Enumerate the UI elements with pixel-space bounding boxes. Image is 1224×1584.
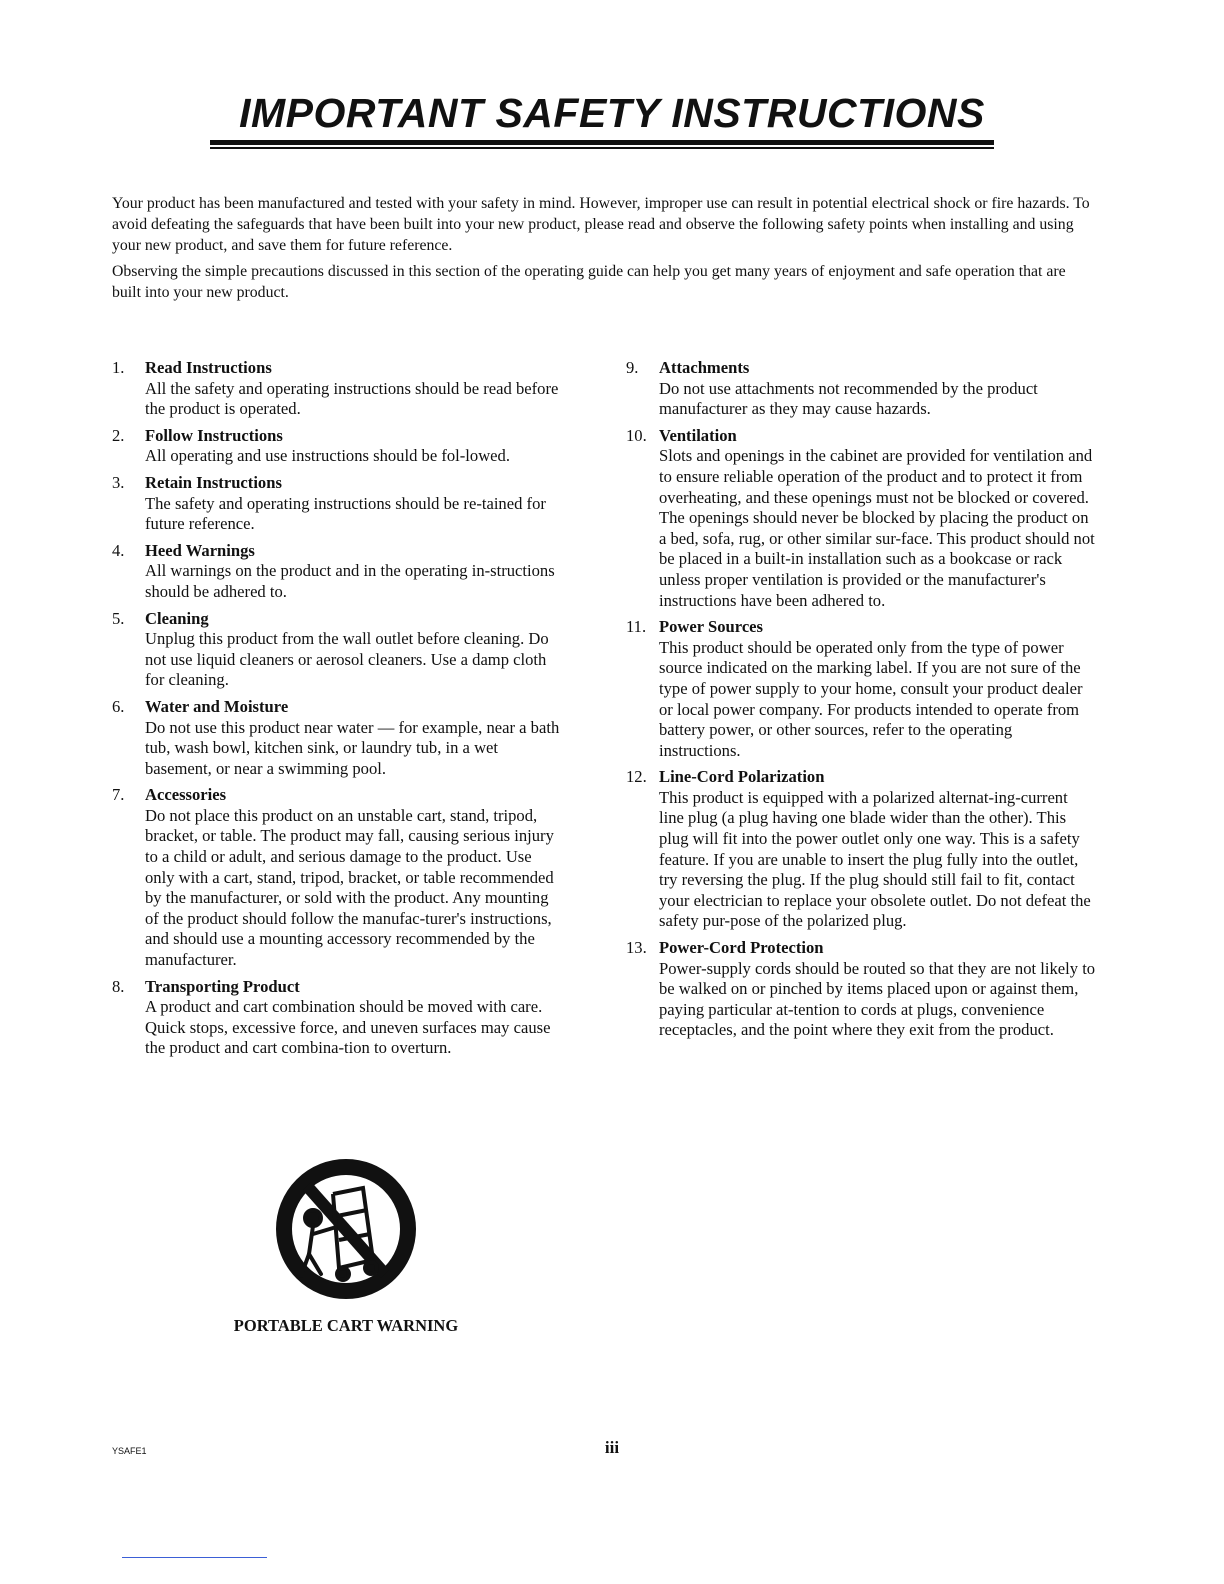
instruction-number: 12. — [626, 767, 647, 787]
instructions-right-column — [626, 358, 1096, 1047]
instruction-item — [112, 358, 562, 420]
instruction-item — [626, 617, 1096, 761]
instruction-body: This product is equipped with a polarized alternat-ing-current line plug (a plug having one blade wider than the other). This plug will fit into the power outlet only one way. This is a safety feature. If you are unable to insert the plug fully into the outlet, try reversing the plug. If the plug should still fail to fit, contact your electrician to replace your obsolete outlet. Do not defeat the safety pur-pose of the polarized plug. — [659, 787, 1091, 931]
instruction-body: All warnings on the product and in the operating in-structions should be adhered to. — [145, 561, 555, 601]
instruction-number: 9. — [626, 358, 639, 377]
instruction-item — [112, 541, 562, 603]
instruction-body: Do not place this product on an unstable cart, stand, tripod, bracket, or table. The product may fall, causing serious injury to a child or adult, and serious damage to the product. Use only with a cart, stand, tripod, bracket, or table recommended by the manufacturer, or sold with the product. Any mounting of the product should follow the manufac-turer's instructions, and should use a mounting accessory recommended by the manufacturer. — [145, 805, 554, 970]
instruction-item — [626, 358, 1096, 420]
instruction-item — [626, 767, 1096, 932]
person-pushing-cart — [301, 1210, 333, 1276]
instruction-title: Heed Warnings — [145, 540, 255, 560]
instruction-body: Unplug this product from the wall outlet before cleaning. Do not use liquid cleaners or aerosol cleaners. Use a damp cloth for cleaning. — [145, 629, 549, 690]
instruction-number: 1. — [112, 358, 125, 377]
instruction-body: The safety and operating instructions should be re-tained for future reference. — [145, 493, 546, 534]
instruction-item — [112, 697, 562, 779]
instruction-item — [626, 938, 1096, 1041]
portable-cart-warning-icon — [273, 1156, 419, 1302]
instruction-item — [112, 785, 562, 970]
instruction-title: Water and Moisture — [145, 696, 289, 716]
instruction-body: Do not use attachments not recommended by the product manufacturer as they may cause hazards. — [659, 378, 1038, 419]
instruction-title: Follow Instructions — [145, 425, 283, 445]
title-underline-thick — [210, 140, 994, 145]
instruction-item — [112, 977, 562, 1059]
instruction-number: 11. — [626, 617, 647, 637]
instruction-title: Ventilation — [659, 425, 737, 445]
title-underline-thin — [210, 147, 994, 149]
instruction-body: Slots and openings in the cabinet are provided for ventilation and to ensure reliable operation of the product and to protect it from overheating, and these openings must not be blocked or covered. The openings should never be blocked by placing the product on a bed, sofa, rug, or other similar sur-face. This product should not be placed in a built-in installation such as a bookcase or rack unless proper ventilation is provided or the manufacturer's instructions have been adhered to. — [659, 446, 1095, 610]
instruction-body: All operating and use instructions should be fol-lowed. — [145, 446, 510, 466]
instruction-title: Attachments — [659, 358, 750, 377]
instruction-body: Power-supply cords should be routed so that they are not likely to be walked on or pinched by items placed upon or against them, paying particular at-tention to cords at plugs, convenience receptacles, and the point where they exit from the product. — [659, 958, 1096, 1040]
instruction-item — [112, 426, 562, 467]
instructions-left-column — [112, 358, 562, 1065]
cart-warning-caption: PORTABLE CART WARNING — [233, 1316, 459, 1335]
instruction-body: All the safety and operating instructions should be read before the product is operated. — [145, 378, 559, 419]
intro-paragraph-2: Observing the simple precautions discussed in this section of the operating guide can help you get many years of enjoyment and safe operation that are built into your new product. — [112, 263, 1066, 301]
document-code: YSAFE1 — [112, 1446, 147, 1456]
instruction-item — [112, 473, 562, 535]
page-title: IMPORTANT SAFETY INSTRUCTIONS — [239, 90, 985, 136]
instruction-title: Cleaning — [145, 608, 209, 628]
instruction-title: Transporting Product — [145, 976, 300, 996]
instruction-number: 2. — [112, 425, 125, 445]
instruction-title: Retain Instructions — [145, 472, 282, 492]
instruction-number: 3. — [112, 472, 125, 492]
instruction-title: Read Instructions — [145, 358, 272, 377]
page-number: iii — [604, 1438, 620, 1457]
instruction-title: Power-Cord Protection — [659, 938, 824, 958]
instruction-body: A product and cart combination should be moved with care. Quick stops, excessive force, and uneven surfaces may cause the product and cart combina-tion to overturn. — [145, 997, 551, 1058]
instruction-item — [626, 426, 1096, 611]
instruction-body: Do not use this product near water — for example, near a bath tub, wash bowl, kitchen sink, or laundry tub, in a wet basement, or near a swimming pool. — [145, 717, 560, 778]
instruction-number: 5. — [112, 608, 125, 628]
instruction-item — [112, 609, 562, 691]
instruction-body: This product should be operated only from the type of power source indicated on the marking label. If you are not sure of the type of power supply to your home, consult your product dealer or local power company. For products intended to operate from battery power, or other sources, refer to the operating instructions. — [659, 637, 1083, 760]
instruction-number: 8. — [112, 976, 125, 996]
instruction-number: 10. — [626, 425, 647, 445]
intro-text — [112, 193, 1097, 308]
instruction-number: 6. — [112, 696, 125, 716]
instruction-title: Power Sources — [659, 617, 764, 637]
instruction-number: 7. — [112, 785, 125, 805]
instruction-number: 13. — [626, 938, 647, 958]
intro-paragraph-1: Your product has been manufactured and tested with your safety in mind. However, improper use can result in potential electrical shock or fire hazards. To avoid defeating the safeguards that have been built into your new product, please read and observe the following safety points when installing and using your new product, and save them for future reference. — [112, 195, 1090, 254]
bottom-divider — [122, 1557, 267, 1558]
instruction-title: Accessories — [145, 785, 227, 805]
instruction-title: Line-Cord Polarization — [659, 767, 825, 787]
instruction-number: 4. — [112, 540, 125, 560]
